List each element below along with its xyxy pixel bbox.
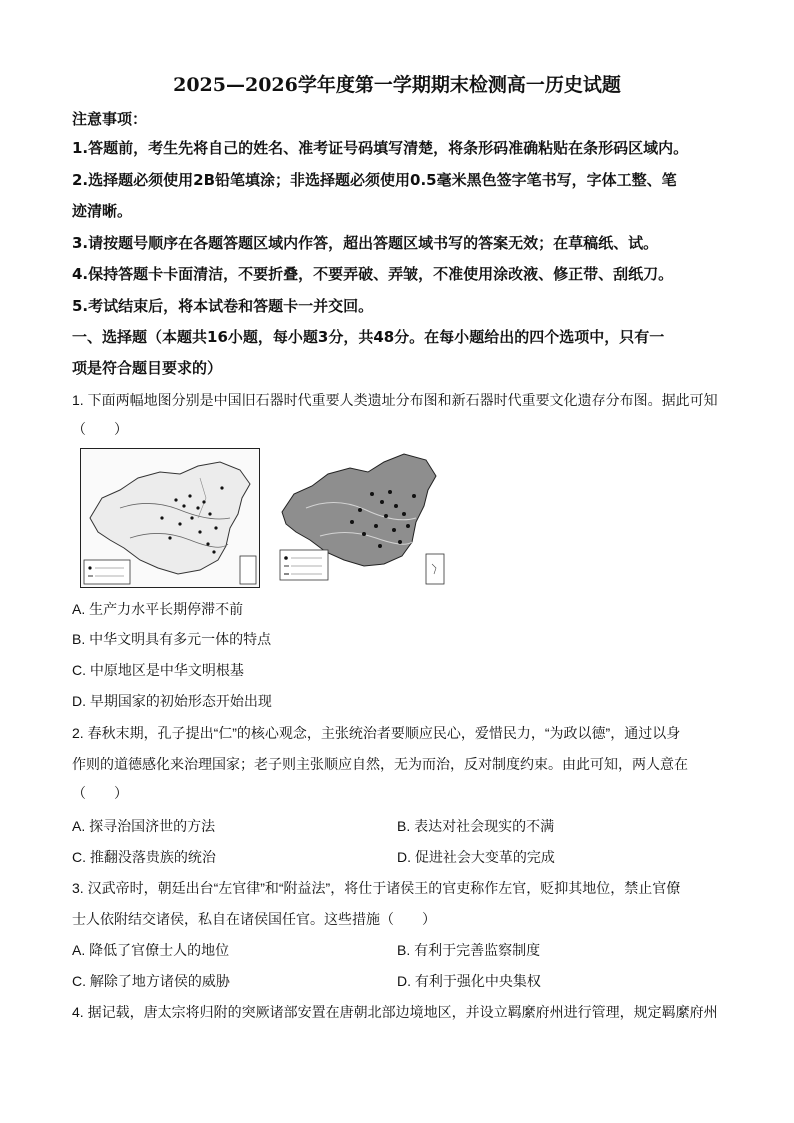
question-2-option-a: A. 探寻治国济世的方法: [72, 818, 216, 834]
section-heading: 一、选择题（本题共16小题，每小题3分，共48分。在每小题给出的四个选项中，只有一: [72, 328, 665, 346]
question-2-bracket: （ ）: [72, 785, 128, 801]
note-item-2: 2.选择题必须使用2B铅笔填涂；非选择题必须使用0.5毫米黑色签字笔书写，字体工整、笔: [72, 171, 677, 189]
note-item-4: 4.保持答题卡卡面清洁，不要折叠，不要弄破、弄皱，不准使用涂改液、修正带、刮纸刀。: [72, 265, 674, 283]
question-3-stem: 3. 汉武帝时，朝廷出台“左官律”和“附益法”，将仕于诸侯王的官吏称作左官，贬抑其地位，禁止官僚: [72, 880, 681, 896]
question-1-stem: 1. 下面两幅地图分别是中国旧石器时代重要人类遗址分布图和新石器时代重要文化遗存分布图。据此可知: [72, 392, 718, 408]
question-2-option-c: C. 推翻没落贵族的统治: [72, 849, 216, 865]
question-4-stem: 4. 据记载，唐太宗将归附的突厥诸部安置在唐朝北部边境地区，并设立羁縻府州进行管理，规定羁縻府州: [72, 1004, 718, 1020]
note-item-5: 5.考试结束后，将本试卷和答题卡一并交回。: [72, 297, 374, 315]
note-item-3: 3.请按题号顺序在各题答题区域内作答，超出答题区域书写的答案无效；在草稿纸、试。: [72, 234, 659, 252]
neolithic-cultures-map: [276, 448, 448, 588]
question-1-option-d: D. 早期国家的初始形态开始出现: [72, 693, 272, 709]
question-3-option-d: D. 有利于强化中央集权: [397, 973, 541, 989]
page-title: 2025—2026学年度第一学期期末检测高一历史试题: [173, 74, 621, 96]
question-1-bracket: （ ）: [72, 421, 128, 437]
notes-heading: 注意事项：: [72, 110, 148, 128]
note-item-1: 1.答题前，考生先将自己的姓名、准考证号码填写清楚，将条形码准确粘贴在条形码区域内。: [72, 139, 689, 157]
question-1-option-c: C. 中原地区是中华文明根基: [72, 662, 244, 678]
question-1-option-a: A. 生产力水平长期停滞不前: [72, 601, 244, 617]
question-2-option-d: D. 促进社会大变革的完成: [397, 849, 555, 865]
question-3-stem-cont: 士人依附结交诸侯，私自在诸侯国任官。这些措施（ ）: [72, 911, 436, 927]
paleolithic-sites-map: [80, 448, 260, 588]
question-1-option-b: B. 中华文明具有多元一体的特点: [72, 631, 272, 647]
question-3-option-a: A. 降低了官僚士人的地位: [72, 942, 230, 958]
section-heading-cont: 项是符合题目要求的）: [72, 359, 223, 377]
question-3-option-b: B. 有利于完善监察制度: [397, 942, 541, 958]
note-item-2-cont: 迹清晰。: [72, 202, 133, 220]
question-2-option-b: B. 表达对社会现实的不满: [397, 818, 555, 834]
question-3-option-c: C. 解除了地方诸侯的威胁: [72, 973, 230, 989]
question-2-stem: 2. 春秋末期，孔子提出“仁”的核心观念，主张统治者要顺应民心，爱惜民力，“为政以德”，通过以身: [72, 725, 681, 741]
question-2-stem-cont: 作则的道德感化来治理国家；老子则主张顺应自然，无为而治，反对制度约束。由此可知，两人意在: [72, 756, 688, 772]
